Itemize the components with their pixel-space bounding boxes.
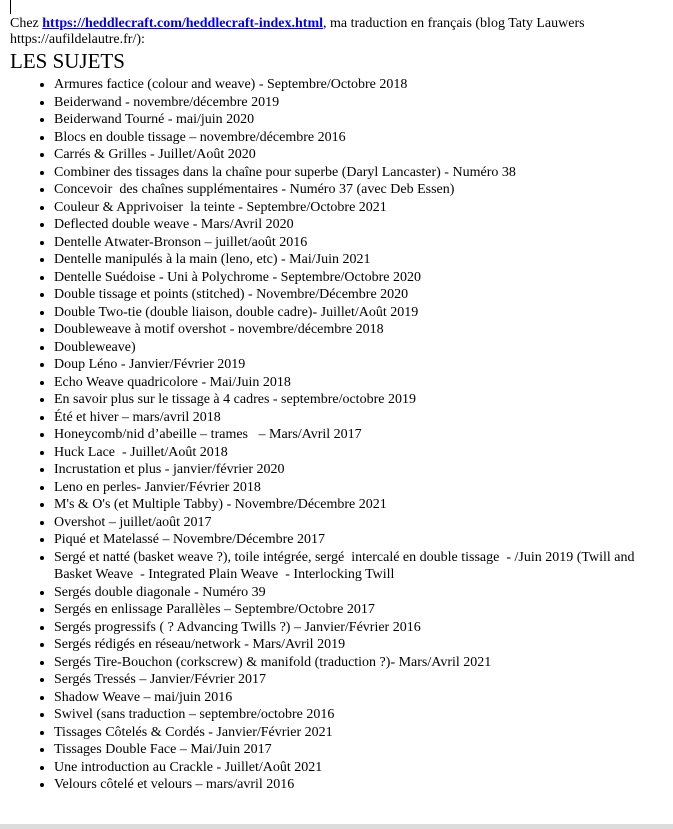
topic-item: • Piqué et Matelassé – Novembre/Décembre 2017 — [54, 531, 660, 549]
topic-item: • Doubleweave à motif overshot - novembre/décembre 2018 — [54, 321, 660, 339]
topic-item: • Leno en perles- Janvier/Février 2018 — [54, 479, 660, 497]
topic-item: • Incrustation et plus - janvier/février 2020 — [54, 461, 660, 479]
topic-item: • Honeycomb/nid d’abeille – trames – Mars/Avril 2017 — [54, 426, 660, 444]
topic-item: • Double Two-tie (double liaison, double cadre)- Juillet/Août 2019 — [54, 304, 660, 322]
topic-item: • Armures factice (colour and weave) - Septembre/Octobre 2018 — [54, 76, 660, 94]
topic-item: • Carrés & Grilles - Juillet/Août 2020 — [54, 146, 660, 164]
topic-item: • Swivel (sans traduction – septembre/octobre 2016 — [54, 706, 660, 724]
topic-item: • Une introduction au Crackle - Juillet/Août 2021 — [54, 759, 660, 777]
intro-paragraph — [10, 16, 660, 48]
topic-item: • Overshot – juillet/août 2017 — [54, 514, 660, 532]
topic-item: • Sergés rédigés en réseau/network - Mars/Avril 2019 — [54, 636, 660, 654]
topic-item: • Beiderwand Tourné - mai/juin 2020 — [54, 111, 660, 129]
topic-item: • Dentelle manipulés à la main (leno, etc) - Mai/Juin 2021 — [54, 251, 660, 269]
topic-item: • Concevoir des chaînes supplémentaires - Numéro 37 (avec Deb Essen) — [54, 181, 660, 199]
topic-item: • Tissages Double Face – Mai/Juin 2017 — [54, 741, 660, 759]
topic-item: • Shadow Weave – mai/juin 2016 — [54, 689, 660, 707]
topic-item: • Tissages Côtelés & Cordés - Janvier/Février 2021 — [54, 724, 660, 742]
topic-item: • Double tissage et points (stitched) - Novembre/Décembre 2020 — [54, 286, 660, 304]
topic-item: • M's & O's (et Multiple Tabby) - Novembre/Décembre 2021 — [54, 496, 660, 514]
topic-item: • Sergés Tressés – Janvier/Février 2017 — [54, 671, 660, 689]
intro-prefix: Chez — [10, 16, 43, 31]
topic-item: • Beiderwand - novembre/décembre 2019 — [54, 94, 660, 112]
topic-item: • Huck Lace - Juillet/Août 2018 — [54, 444, 660, 462]
bottom-scrollbar-edge — [0, 824, 673, 829]
topic-item: • Doubleweave) — [54, 339, 660, 357]
intro-suffix: , ma traduction en français (blog Taty Lauwers https://aufildelautre.fr/): — [10, 16, 585, 47]
heddlecraft-index-link[interactable]: https://heddlecraft.com/heddlecraft-index.html — [42, 16, 324, 31]
topic-item: • Sergés double diagonale - Numéro 39 — [54, 584, 660, 602]
topic-item: • Sergés en enlissage Parallèles – Septembre/Octobre 2017 — [54, 601, 660, 619]
topic-item: • Combiner des tissages dans la chaîne pour superbe (Daryl Lancaster) - Numéro 38 — [54, 164, 660, 182]
topic-item: • Blocs en double tissage – novembre/décembre 2016 — [54, 129, 660, 147]
topic-item: • Sergé et natté (basket weave ?), toile intégrée, sergé intercalé en double tissage - /Juin 2019 (Twill and Basket Weave - Integrated Plain Weave - Interlocking Twill — [54, 549, 660, 584]
topic-item: • Deflected double weave - Mars/Avril 2020 — [54, 216, 660, 234]
topic-item: • Echo Weave quadricolore - Mai/Juin 2018 — [54, 374, 660, 392]
topic-item: • Velours côtelé et velours – mars/avril 2016 — [54, 776, 660, 794]
topic-item: • Couleur & Apprivoiser la teinte - Septembre/Octobre 2021 — [54, 199, 660, 217]
topic-item: • Sergés Tire-Bouchon (corkscrew) & manifold (traduction ?)- Mars/Avril 2021 — [54, 654, 660, 672]
text-cursor — [10, 0, 11, 14]
topic-item: • Été et hiver – mars/avril 2018 — [54, 409, 660, 427]
document-body — [10, 16, 660, 794]
topic-item: • Doup Léno - Janvier/Février 2019 — [54, 356, 660, 374]
topic-item: • Dentelle Atwater-Bronson – juillet/août 2016 — [54, 234, 660, 252]
topic-item: • En savoir plus sur le tissage à 4 cadres - septembre/octobre 2019 — [54, 391, 660, 409]
topic-item: • Sergés progressifs ( ? Advancing Twills ?) – Janvier/Février 2016 — [54, 619, 660, 637]
topics-list — [10, 76, 660, 794]
page-heading: LES SUJETS — [10, 49, 125, 73]
topic-item: • Dentelle Suédoise - Uni à Polychrome - Septembre/Octobre 2020 — [54, 269, 660, 287]
